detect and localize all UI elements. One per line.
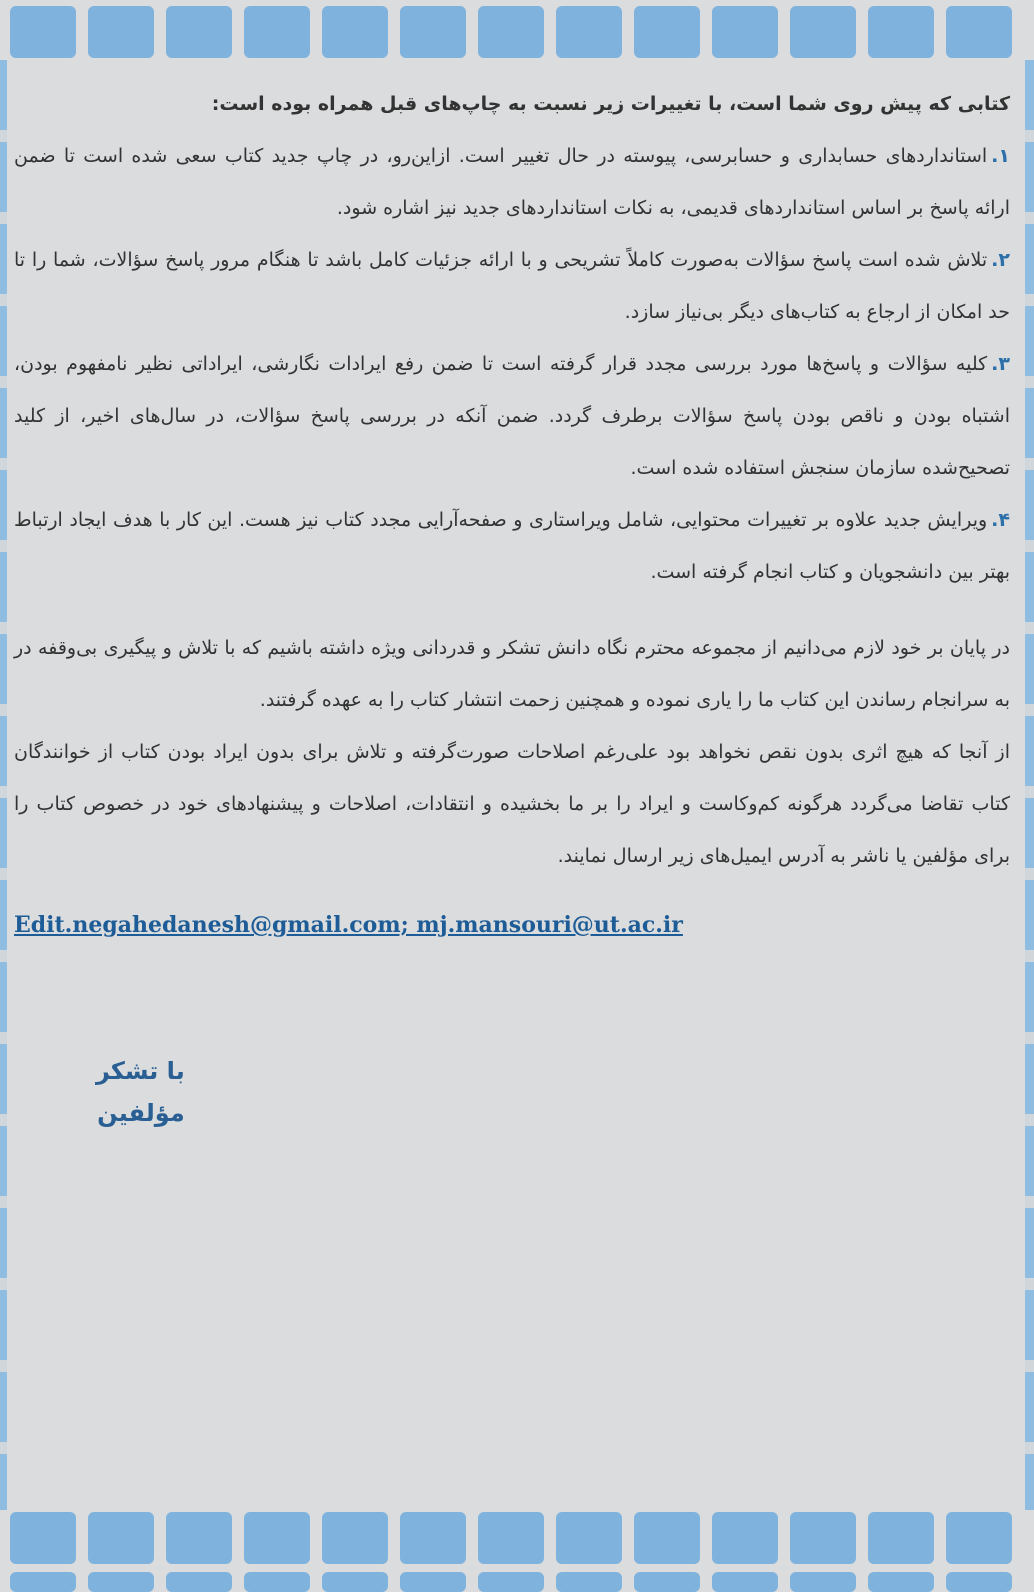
item-text: تلاش شده است پاسخ سؤالات به‌صورت کاملاً تشریحی و با ارائه جزئیات کامل باشد تا هنگام مرور پاسخ سؤالات، شما را تا حد امکان از ارجاع به کتاب‌های دیگر بی‌نیاز سازد. [14, 249, 1010, 323]
bottom-decorative-border-lower [0, 1572, 1034, 1592]
top-decorative-border [0, 6, 1034, 64]
right-decorative-border [1025, 60, 1034, 1510]
closing-paragraph-thanks: در پایان بر خود لازم می‌دانیم از مجموعه محترم نگاه دانش تشکر و قدردانی ویژه داشته باشیم که با تلاش و پیگیری بی‌وقفه در به سرانجام رساندن این کتاب ما را یاری نموده و همچنین زحمت انتشار کتاب را به عهده گرفتند. [14, 637, 1010, 711]
list-item-4 [14, 494, 1010, 598]
item-text: کلیه سؤالات و پاسخ‌ها مورد بررسی مجدد قرار گرفته است تا ضمن رفع ایرادات نگارشی، ایراداتی نظیر نامفهوم بودن، اشتباه بودن و ناقص بودن پاسخ سؤالات برطرف گردد. ضمن آنکه در بررسی پاسخ سؤالات، در سال‌های اخیر، از کلید تصحیح‌شده سازمان سنجش استفاده شده است. [14, 353, 1010, 479]
item-number: ۲. [991, 249, 1010, 271]
item-number: ۴. [991, 509, 1010, 531]
item-number: ۱. [991, 145, 1010, 167]
signoff [96, 1050, 185, 1134]
closing-paragraph-feedback: از آنجا که هیچ اثری بدون نقص نخواهد بود علی‌رغم اصلاحات صورت‌گرفته و تلاش برای بدون ایراد بودن کتاب از خوانندگان کتاب تقاضا می‌گردد هرگونه کم‌وکاست و ایراد را بر ما بخشیده و انتقادات، اصلاحات و پیشنهادهای خود در خصوص کتاب را برای مؤلفین یا ناشر به آدرس ایمیل‌های زیر ارسال نمایند. [14, 741, 1010, 867]
item-text: ویرایش جدید علاوه بر تغییرات محتوایی، شامل ویراستاری و صفحه‌آرایی مجدد کتاب نیز هست. این کار با هدف ایجاد ارتباط بهتر بین دانشجویان و کتاب انجام گرفته است. [14, 509, 1010, 583]
signoff-thanks: با تشکر [96, 1057, 185, 1085]
signoff-authors: مؤلفین [97, 1099, 185, 1127]
list-item-2 [14, 234, 1010, 338]
intro-heading: کتابی که پیش روی شما است، با تغییرات زیر نسبت به چاپ‌های قبل همراه بوده است: [211, 93, 1010, 115]
preface-text [14, 80, 1010, 882]
item-number: ۳. [991, 353, 1010, 375]
list-item-3 [14, 338, 1010, 494]
list-item-1 [14, 130, 1010, 234]
left-decorative-border [0, 60, 7, 1510]
bottom-decorative-border [0, 1512, 1034, 1570]
item-text: استانداردهای حسابداری و حسابرسی، پیوسته در حال تغییر است. ازاین‌رو، در چاپ جدید کتاب سعی شده است تا ضمن ارائه پاسخ بر اساس استانداردهای قدیمی، به نکات استانداردهای جدید نیز اشاره شود. [14, 145, 1010, 219]
contact-emails-link[interactable]: Edit.negahedanesh@gmail.com; mj.mansouri@ut.ac.ir [14, 912, 683, 938]
